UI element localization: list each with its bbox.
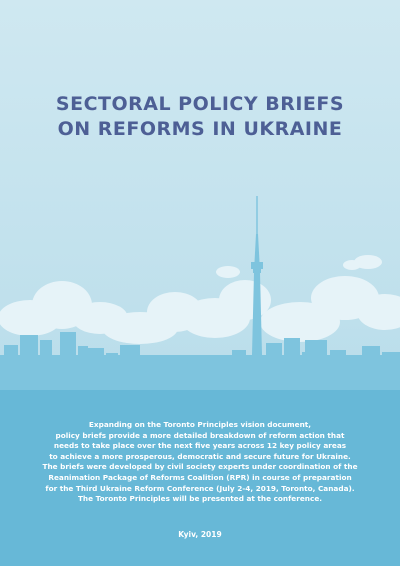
description-line: for the Third Ukraine Reform Conference (July 2-4, 2019, Toronto, Canada). [45, 483, 355, 493]
description-text [0, 420, 400, 505]
description-line: The briefs were developed by civil society experts under coordination of the [42, 462, 358, 472]
page-title [0, 92, 400, 142]
title-line-1: SECTORAL POLICY BRIEFS [55, 93, 345, 115]
description-line: The Toronto Principles will be presented at the conference. [77, 494, 323, 504]
description-line: Reanimation Package of Reforms Coalition (RPR) in course of preparation [48, 472, 352, 482]
toronto-skyline-icon [0, 180, 400, 400]
title-line-2: ON REFORMS IN UKRAINE [57, 118, 343, 140]
description-line: Expanding on the Toronto Principles vision document, [88, 420, 312, 429]
description-line: policy briefs provide a more detailed breakdown of reform action that [55, 430, 345, 440]
footer-place-date: Kyiv, 2019 [178, 530, 222, 539]
description-line: needs to take place over the next five years across 12 key policy areas [53, 441, 347, 451]
description-line: to achieve a more prosperous, democratic and secure future for Ukraine. [49, 451, 351, 461]
clouds [0, 255, 400, 344]
